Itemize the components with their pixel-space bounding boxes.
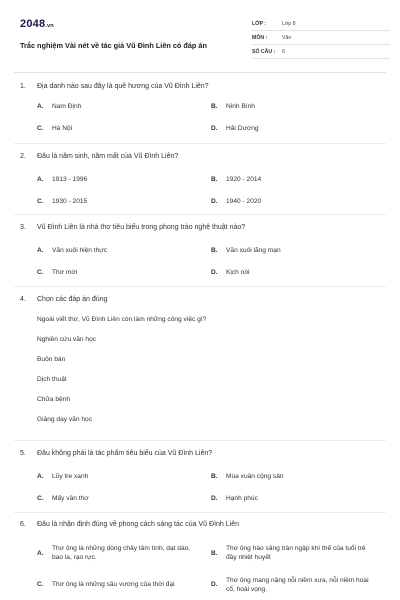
option-3c[interactable]: C. Thơ mới xyxy=(37,269,78,276)
option-5c[interactable]: C. Mấy vần thơ xyxy=(37,495,89,502)
header-divider xyxy=(14,72,386,73)
question-subtext: Ngoài viết thơ, Vũ Đình Liên còn làm những công việc gì? xyxy=(37,316,207,323)
option-6a[interactable]: A. Thơ ông là những dòng chảy tâm tình, dạt dào, bao la, rạo rực. xyxy=(37,545,191,561)
option-2b[interactable]: B. 1920 - 2014 xyxy=(211,176,262,183)
question-4: 4. Chọn các đáp án đúng xyxy=(20,296,108,303)
option-6c[interactable]: C. Thơ ông là những sầu vương của thời đại xyxy=(37,581,175,588)
meta-class: LỚP : Lớp 8 xyxy=(252,17,390,31)
question-6: 6. Đâu là nhận định đúng về phong cách sáng tác của Vũ Đình Liên xyxy=(20,521,239,528)
choice-item[interactable]: Chữa bệnh xyxy=(37,396,71,403)
question-text: Địa danh nào sau đây là quê hương của Vũ Đình Liên? xyxy=(37,83,209,90)
question-text: Đâu không phải là tác phẩm tiêu biểu của Vũ Đình Liên? xyxy=(37,450,213,457)
meta-subject: MÔN : Văn xyxy=(252,31,390,45)
option-3b[interactable]: B. Văn xuôi lãng mạn xyxy=(211,247,281,254)
option-5b[interactable]: B. Mùa xuân cộng sản xyxy=(211,473,284,480)
site-logo[interactable]: 2048.vn xyxy=(20,18,54,30)
question-text: Đâu là năm sinh, năm mất của Vũ Đình Liên? xyxy=(37,153,179,160)
option-2a[interactable]: A. 1913 - 1996 xyxy=(37,176,88,183)
page-title: Trắc nghiệm Vài nét về tác giả Vũ Đình Liên có đáp án xyxy=(20,41,207,50)
option-1c[interactable]: C. Hà Nội xyxy=(37,125,73,132)
question-5: 5. Đâu không phải là tác phẩm tiêu biểu của Vũ Đình Liên? xyxy=(20,450,213,457)
choice-item[interactable]: Nghiên cứu văn học xyxy=(37,336,97,343)
meta-count: SỐ CÂU : 6 xyxy=(252,45,390,59)
choice-item[interactable]: Dịch thuật xyxy=(37,376,67,383)
question-separator xyxy=(14,143,386,144)
question-separator xyxy=(14,512,386,513)
question-2: 2. Đâu là năm sinh, năm mất của Vũ Đình Liên? xyxy=(20,153,179,160)
option-5d[interactable]: D. Hạnh phúc xyxy=(211,495,258,502)
option-3a[interactable]: A. Văn xuôi hiện thực xyxy=(37,247,108,254)
option-6d[interactable]: D. Thơ ông mang nặng nỗi niềm xưa, nỗi niềm hoài cổ, hoài vọng. xyxy=(211,577,369,593)
option-1a[interactable]: A. Nam Định xyxy=(37,103,82,110)
question-separator xyxy=(14,286,386,287)
choice-item[interactable]: Giảng dạy văn học xyxy=(37,416,92,423)
question-3: 3. Vũ Đình Liên là nhà thơ tiêu biểu trong phong trào nghệ thuật nào? xyxy=(20,224,246,231)
option-2c[interactable]: C. 1930 - 2015 xyxy=(37,198,88,205)
option-5a[interactable]: A. Lũy tre xanh xyxy=(37,473,89,480)
page-header xyxy=(14,14,386,66)
question-separator xyxy=(14,214,386,215)
question-text: Chọn các đáp án đúng xyxy=(37,296,108,303)
option-2d[interactable]: D. 1940 - 2020 xyxy=(211,198,262,205)
choice-item[interactable]: Buôn bán xyxy=(37,356,66,363)
option-1b[interactable]: B. Ninh Bình xyxy=(211,103,255,110)
question-separator xyxy=(14,440,386,441)
question-text: Đâu là nhận định đúng về phong cách sáng tác của Vũ Đình Liên xyxy=(37,521,239,528)
question-1: 1. Địa danh nào sau đây là quê hương của Vũ Đình Liên? xyxy=(20,83,209,90)
option-1d[interactable]: D. Hải Dương xyxy=(211,125,259,132)
option-6b[interactable]: B. Thơ ông hào sảng tràn ngập khí thế của tuổi trẻ đầy nhiệt huyết xyxy=(211,545,366,561)
meta-info xyxy=(252,17,390,59)
option-3d[interactable]: D. Kịch nói xyxy=(211,269,250,276)
question-text: Vũ Đình Liên là nhà thơ tiêu biểu trong phong trào nghệ thuật nào? xyxy=(37,224,246,231)
